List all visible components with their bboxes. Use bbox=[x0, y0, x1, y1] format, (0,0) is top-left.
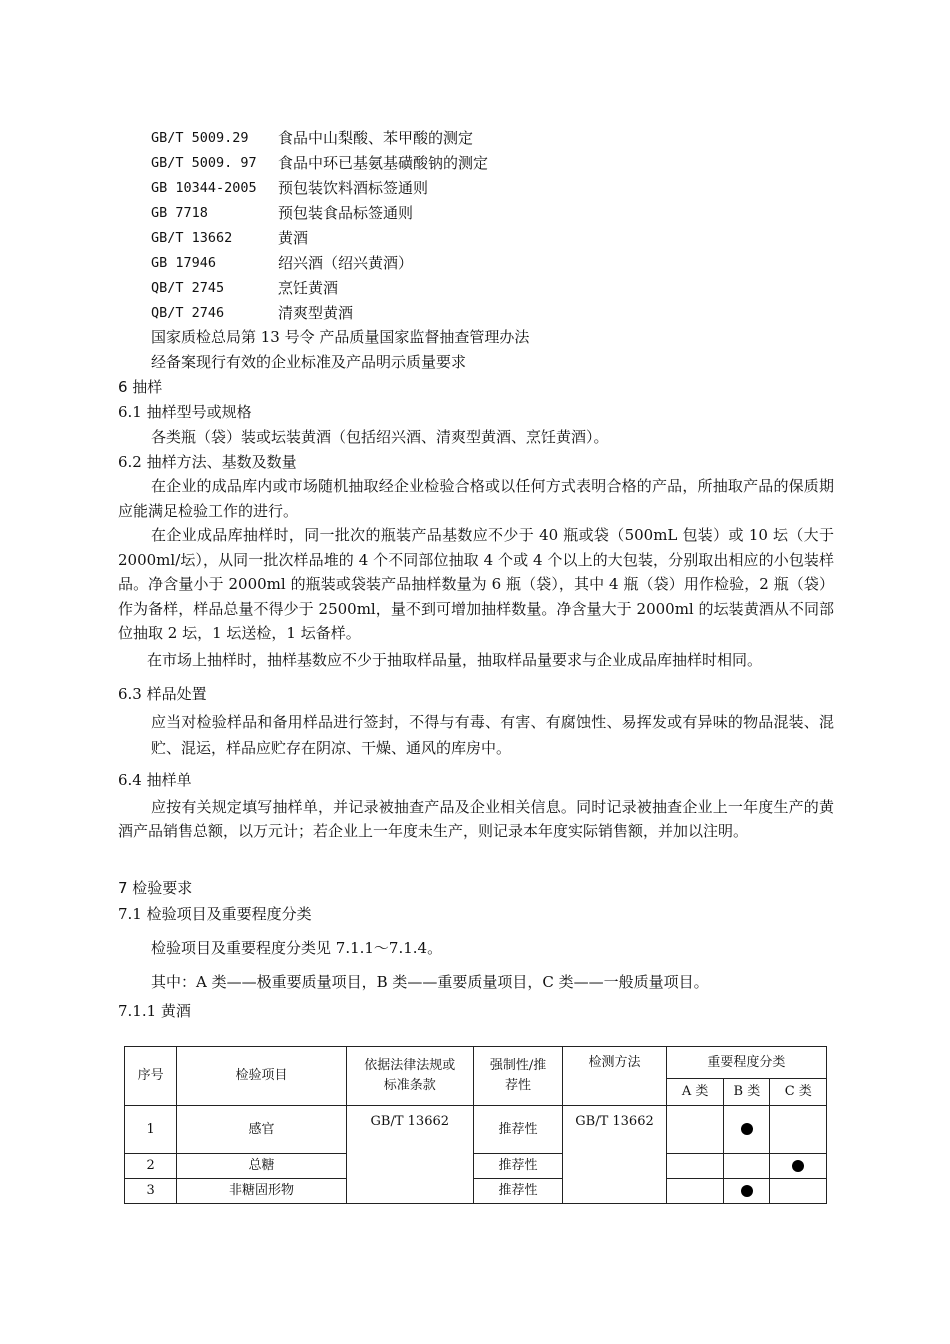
filled-circle-icon bbox=[792, 1160, 804, 1172]
standard-code: QB/T 2746 bbox=[151, 305, 225, 321]
header-mandatory: 强制性/推荐性 bbox=[473, 1047, 562, 1106]
paragraph: 各类瓶（袋）装或坛装黄酒（包括绍兴酒、清爽型黄酒、烹饪黄酒）。 bbox=[151, 428, 609, 446]
standard-name: 食品中环已基氨基磺酸钠的测定 bbox=[278, 154, 489, 172]
paragraph: 在企业的成品库内或市场随机抽取经企业检验合格或以任何方式表明合格的产品，所抽取产品的保质期应能满足检验工作的进行。 bbox=[118, 477, 834, 520]
section-heading: 7 检验要求 bbox=[118, 879, 193, 897]
paragraph: 在市场上抽样时，抽样基数应不少于抽取样品量，抽取样品量要求与企业成品库抽样时相同。 bbox=[147, 651, 763, 669]
standard-code: GB 10344-2005 bbox=[151, 180, 257, 196]
standard-name: 预包装饮料酒标签通则 bbox=[278, 179, 429, 197]
section-heading: 6 抽样 bbox=[118, 378, 163, 396]
paragraph: 应按有关规定填写抽样单，并记录被抽查产品及企业相关信息。同时记录被抽查企业上一年度生产的黄酒产品销售总额，以万元计；若企业上一年度未生产，则记录本年度实际销售额，并加以注明。 bbox=[118, 798, 834, 840]
subsection-heading: 6.3 样品处置 bbox=[118, 685, 207, 703]
header-class-b: B 类 bbox=[724, 1079, 770, 1106]
table-row bbox=[125, 1154, 827, 1179]
subsection-heading: 6.2 抽样方法、基数及数量 bbox=[118, 453, 297, 471]
row-no: 1 bbox=[125, 1106, 177, 1154]
paragraph: 在企业成品库抽样时，同一批次的瓶装产品基数应不少于 40 瓶或袋（500mL 包装）或 10 坛（大于 2000ml/坛），从同一批次样品堆的 4 个不同部位抽取 4 个或 4 个以上的大包装，分别取出相应的小包装样品。净含量小于 2000ml 的瓶装或袋装产品抽样数量为 6 瓶（袋），其中 4 瓶（袋）用作检验，2 瓶（袋）作为备样，样品总量不得少于 2500ml，量不到可增加抽样数量。净含量大于 2000ml 的坛装黄酒从不同部位抽取 2 坛，1 坛送检，1 坛备样。 bbox=[118, 526, 834, 642]
header-no: 序号 bbox=[125, 1047, 177, 1106]
header-item: 检验项目 bbox=[177, 1047, 346, 1106]
cell-class-b bbox=[724, 1154, 770, 1179]
row-mandatory: 推荐性 bbox=[473, 1106, 562, 1154]
header-basis: 依据法律法规或标准条款 bbox=[346, 1047, 473, 1106]
table-row bbox=[125, 1179, 827, 1204]
header-class: 重要程度分类 bbox=[666, 1047, 826, 1079]
row-item: 感官 bbox=[177, 1106, 346, 1154]
row-mandatory: 推荐性 bbox=[473, 1154, 562, 1179]
cell-class-c bbox=[770, 1106, 827, 1154]
standard-name: 烹饪黄酒 bbox=[278, 279, 339, 297]
inspection-table bbox=[124, 1046, 827, 1204]
row-item: 总糖 bbox=[177, 1154, 346, 1179]
standard-name: 清爽型黄酒 bbox=[278, 304, 354, 322]
header-class-a: A 类 bbox=[666, 1079, 723, 1106]
subsection-heading: 6.1 抽样型号或规格 bbox=[118, 403, 252, 421]
standard-name: 黄酒 bbox=[278, 229, 309, 247]
cell-class-a bbox=[666, 1154, 723, 1179]
row-item: 非糖固形物 bbox=[177, 1179, 346, 1204]
subsection-heading: 7.1.1 黄酒 bbox=[118, 1002, 191, 1020]
filled-circle-icon bbox=[741, 1185, 753, 1197]
paragraph: 检验项目及重要程度分类见 7.1.1～7.1.4。 bbox=[151, 939, 443, 957]
standard-name: 预包装食品标签通则 bbox=[278, 204, 414, 222]
paragraph: 应当对检验样品和备用样品进行签封，不得与有毒、有害、有腐蚀性、易挥发或有异味的物品混装、混贮、混运，样品应贮存在阴凉、干燥、通风的库房中。 bbox=[151, 713, 834, 757]
standard-name: 绍兴酒（绍兴黄酒） bbox=[278, 254, 414, 272]
standard-code: GB/T 5009.29 bbox=[151, 130, 249, 146]
cell-class-a bbox=[666, 1179, 723, 1204]
row-method: GB/T 13662 bbox=[563, 1106, 667, 1204]
row-no: 2 bbox=[125, 1154, 177, 1179]
cell-class-b bbox=[724, 1179, 770, 1204]
standard-code: GB/T 13662 bbox=[151, 230, 233, 246]
cell-class-c bbox=[770, 1154, 827, 1179]
row-mandatory: 推荐性 bbox=[473, 1179, 562, 1204]
paragraph: 其中：A 类——极重要质量项目，B 类——重要质量项目，C 类——一般质量项目。 bbox=[151, 973, 709, 991]
standard-code: QB/T 2745 bbox=[151, 280, 225, 296]
standard-name: 食品中山梨酸、苯甲酸的测定 bbox=[278, 129, 474, 147]
table-row bbox=[125, 1106, 827, 1154]
header-class-c: C 类 bbox=[770, 1079, 827, 1106]
subsection-heading: 6.4 抽样单 bbox=[118, 771, 192, 789]
reference-line: 国家质检总局第 13 号令 产品质量国家监督抽查管理办法 bbox=[151, 328, 530, 346]
standard-code: GB/T 5009. 97 bbox=[151, 155, 257, 171]
row-no: 3 bbox=[125, 1179, 177, 1204]
header-method: 检测方法 bbox=[563, 1047, 667, 1106]
reference-line: 经备案现行有效的企业标准及产品明示质量要求 bbox=[151, 353, 467, 371]
subsection-heading: 7.1 检验项目及重要程度分类 bbox=[118, 905, 312, 923]
cell-class-b bbox=[724, 1106, 770, 1154]
row-basis: GB/T 13662 bbox=[346, 1106, 473, 1204]
cell-class-a bbox=[666, 1106, 723, 1154]
standard-code: GB 17946 bbox=[151, 255, 217, 271]
filled-circle-icon bbox=[741, 1123, 753, 1135]
cell-class-c bbox=[770, 1179, 827, 1204]
standard-code: GB 7718 bbox=[151, 205, 208, 221]
